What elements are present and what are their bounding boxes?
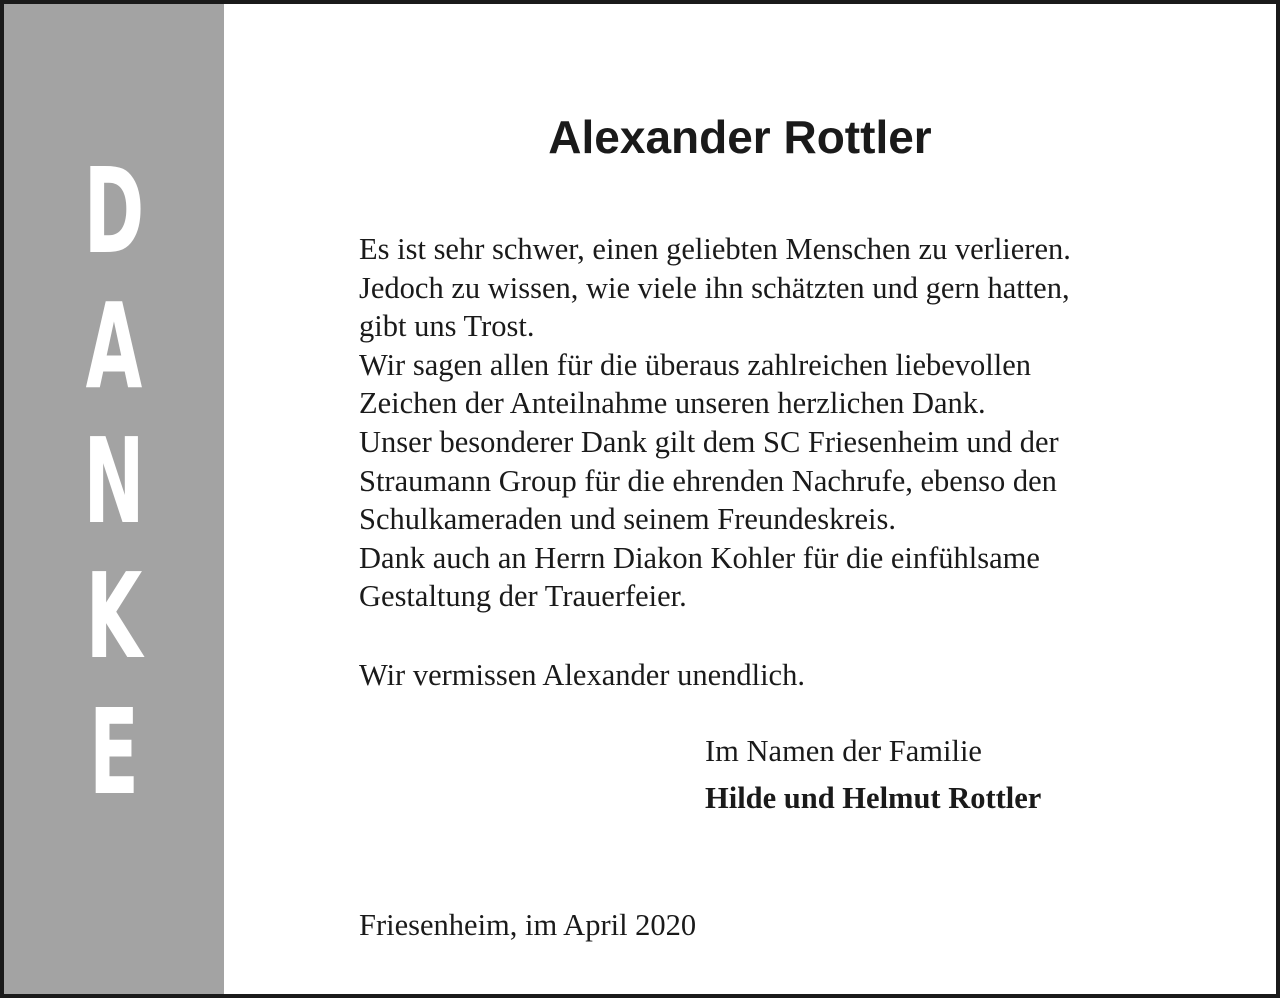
side-letter: K bbox=[85, 547, 143, 685]
signature-intro: Im Namen der Familie bbox=[705, 734, 982, 768]
body-line: Straumann Group für die ehrenden Nachrufe, ebenso den bbox=[359, 463, 1057, 498]
signature-names: Hilde und Helmut Rottler bbox=[705, 781, 1042, 815]
notice-body bbox=[359, 230, 1179, 616]
body-line: Unser besonderer Dank gilt dem SC Friesenheim und der bbox=[359, 424, 1059, 459]
notice-title: Alexander Rottler bbox=[548, 111, 932, 163]
body-line: Jedoch zu wissen, wie viele ihn schätzten und gern hatten, bbox=[359, 270, 1070, 305]
side-letter: D bbox=[83, 142, 145, 280]
place-date: Friesenheim, im April 2020 bbox=[359, 908, 697, 942]
side-letter: A bbox=[85, 277, 143, 415]
body-line: Zeichen der Anteilnahme unseren herzlichen Dank. bbox=[359, 386, 986, 421]
body-line: Schulkameraden und seinem Freundeskreis. bbox=[359, 502, 896, 537]
side-letter: E bbox=[89, 683, 139, 821]
body-line: Wir sagen allen für die überaus zahlreichen liebevollen bbox=[359, 347, 1032, 382]
side-letter: N bbox=[83, 412, 145, 550]
body-line: Dank auch an Herrn Diakon Kohler für die einfühlsame bbox=[359, 540, 1040, 575]
body-line: gibt uns Trost. bbox=[359, 309, 535, 344]
body-line: Es ist sehr schwer, einen geliebten Menschen zu verlieren. bbox=[359, 232, 1071, 266]
closing-line: Wir vermissen Alexander unendlich. bbox=[359, 658, 805, 692]
side-band bbox=[4, 4, 224, 994]
body-line: Gestaltung der Trauerfeier. bbox=[359, 579, 687, 614]
